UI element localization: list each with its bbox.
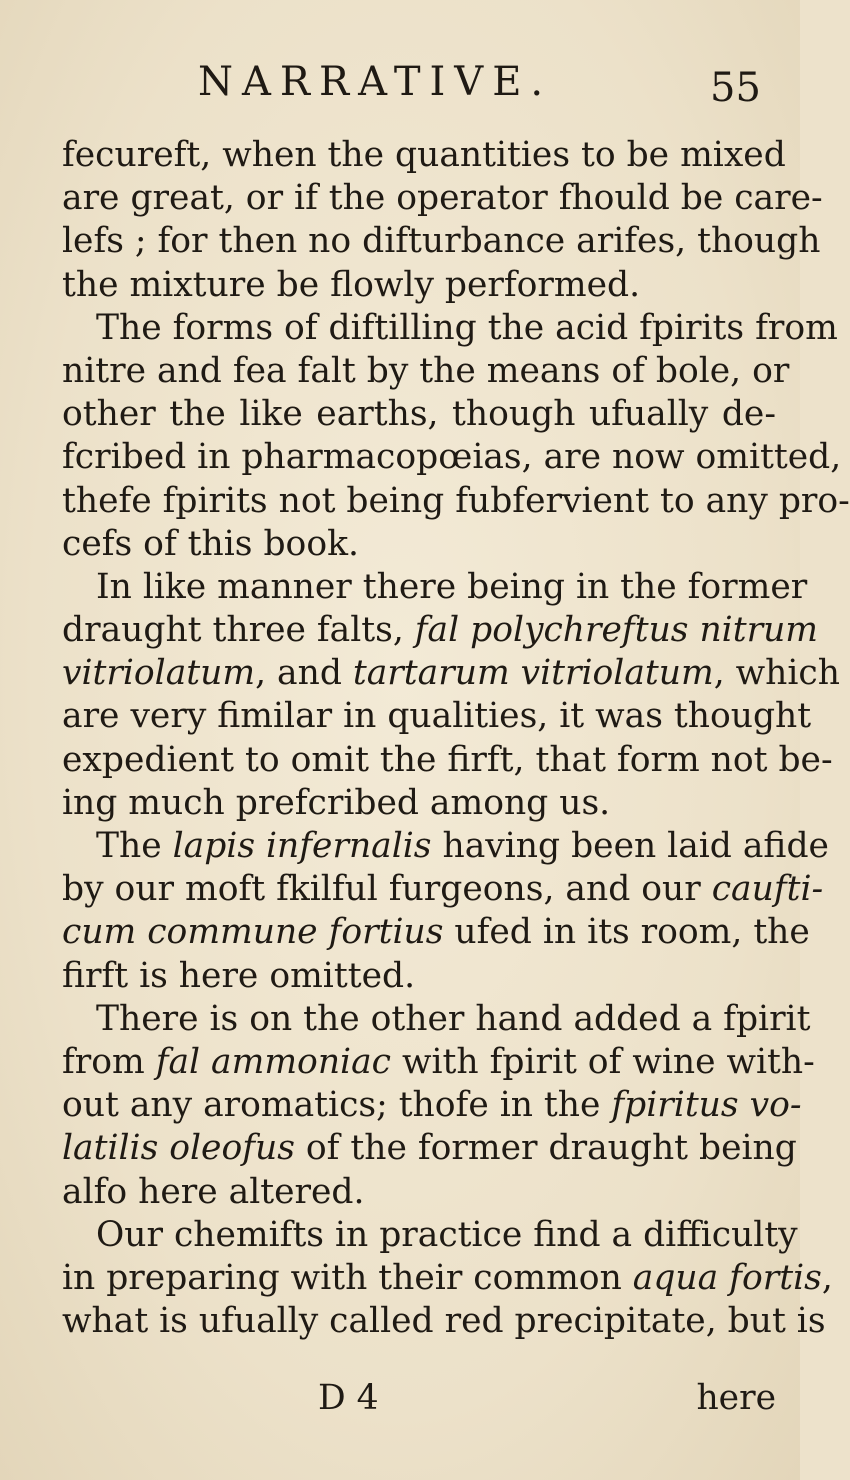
text-line: expedient to omit the firft, that form not be- [62, 739, 833, 780]
running-title: NARRATIVE. [198, 59, 553, 105]
text-line: in preparing with their common aqua fortis, [62, 1257, 833, 1298]
latin-term: caufti- [711, 869, 824, 910]
catchword: here [696, 1378, 776, 1418]
body-text [62, 134, 850, 1343]
text-line: There is on the other hand added a fpirit [96, 998, 811, 1039]
text-line: vitriolatum, and tartarum vitriolatum, which [62, 653, 840, 694]
text-line: fcribed in pharmacopœias, are now omitted, [62, 437, 842, 478]
text-line: firft is here omitted. [62, 955, 416, 996]
text-line: out any aromatics; thofe in the fpiritus vo- [62, 1085, 802, 1126]
text-line: ing much prefcribed among us. [62, 782, 611, 823]
running-head [198, 59, 761, 122]
latin-term: fal ammoniac [155, 1041, 391, 1082]
text-line: are very fimilar in qualities, it was thought [62, 696, 812, 737]
text-line: nitre and fea falt by the means of bole, or [62, 350, 790, 391]
text-line: draught three falts, fal polychreftus nitrum [62, 610, 819, 651]
latin-term: latilis oleofus [62, 1128, 295, 1169]
latin-term: lapis infernalis [172, 826, 432, 866]
text-line: In like manner there being in the former [96, 566, 808, 607]
latin-term: fpiritus vo- [611, 1085, 802, 1126]
signature-mark: D 4 [318, 1378, 379, 1418]
text-line: The lapis infernalis having been laid afide [96, 826, 829, 866]
latin-term: vitriolatum [62, 653, 256, 694]
text-line: alfo here altered. [62, 1171, 365, 1212]
text-line: Our chemifts in practice find a difficulty [96, 1214, 798, 1255]
page-number: 55 [710, 65, 761, 111]
latin-term: aqua fortis [632, 1257, 822, 1298]
text-line: cum commune fortius ufed in its room, the [62, 912, 810, 953]
text-line: the mixture be flowly performed. [62, 264, 641, 305]
text-line: by our moft fkilful furgeons, and our caufti- [62, 869, 824, 910]
text-line: cefs of this book. [62, 523, 359, 564]
text-line: other the like earths, though ufually de- [62, 394, 776, 435]
text-line: from fal ammoniac with fpirit of wine with- [62, 1041, 815, 1082]
latin-term: cum commune fortius [62, 912, 444, 953]
text-line: The forms of diftilling the acid fpirits from [96, 307, 838, 348]
text-line: are great, or if the operator fhould be care- [62, 178, 823, 219]
text-line: thefe fpirits not being fubfervient to any pro- [62, 480, 850, 521]
text-line: latilis oleofus of the former draught being [62, 1128, 797, 1169]
latin-term: fal polychreftus nitrum [414, 610, 819, 651]
text-line: lefs ; for then no difturbance arifes, though [62, 221, 821, 262]
page-footer [62, 1378, 776, 1426]
text-line: what is ufually called red precipitate, but is [62, 1301, 826, 1342]
text-line: fecureft, when the quantities to be mixed [62, 135, 786, 175]
latin-term: tartarum vitriolatum [352, 653, 714, 694]
